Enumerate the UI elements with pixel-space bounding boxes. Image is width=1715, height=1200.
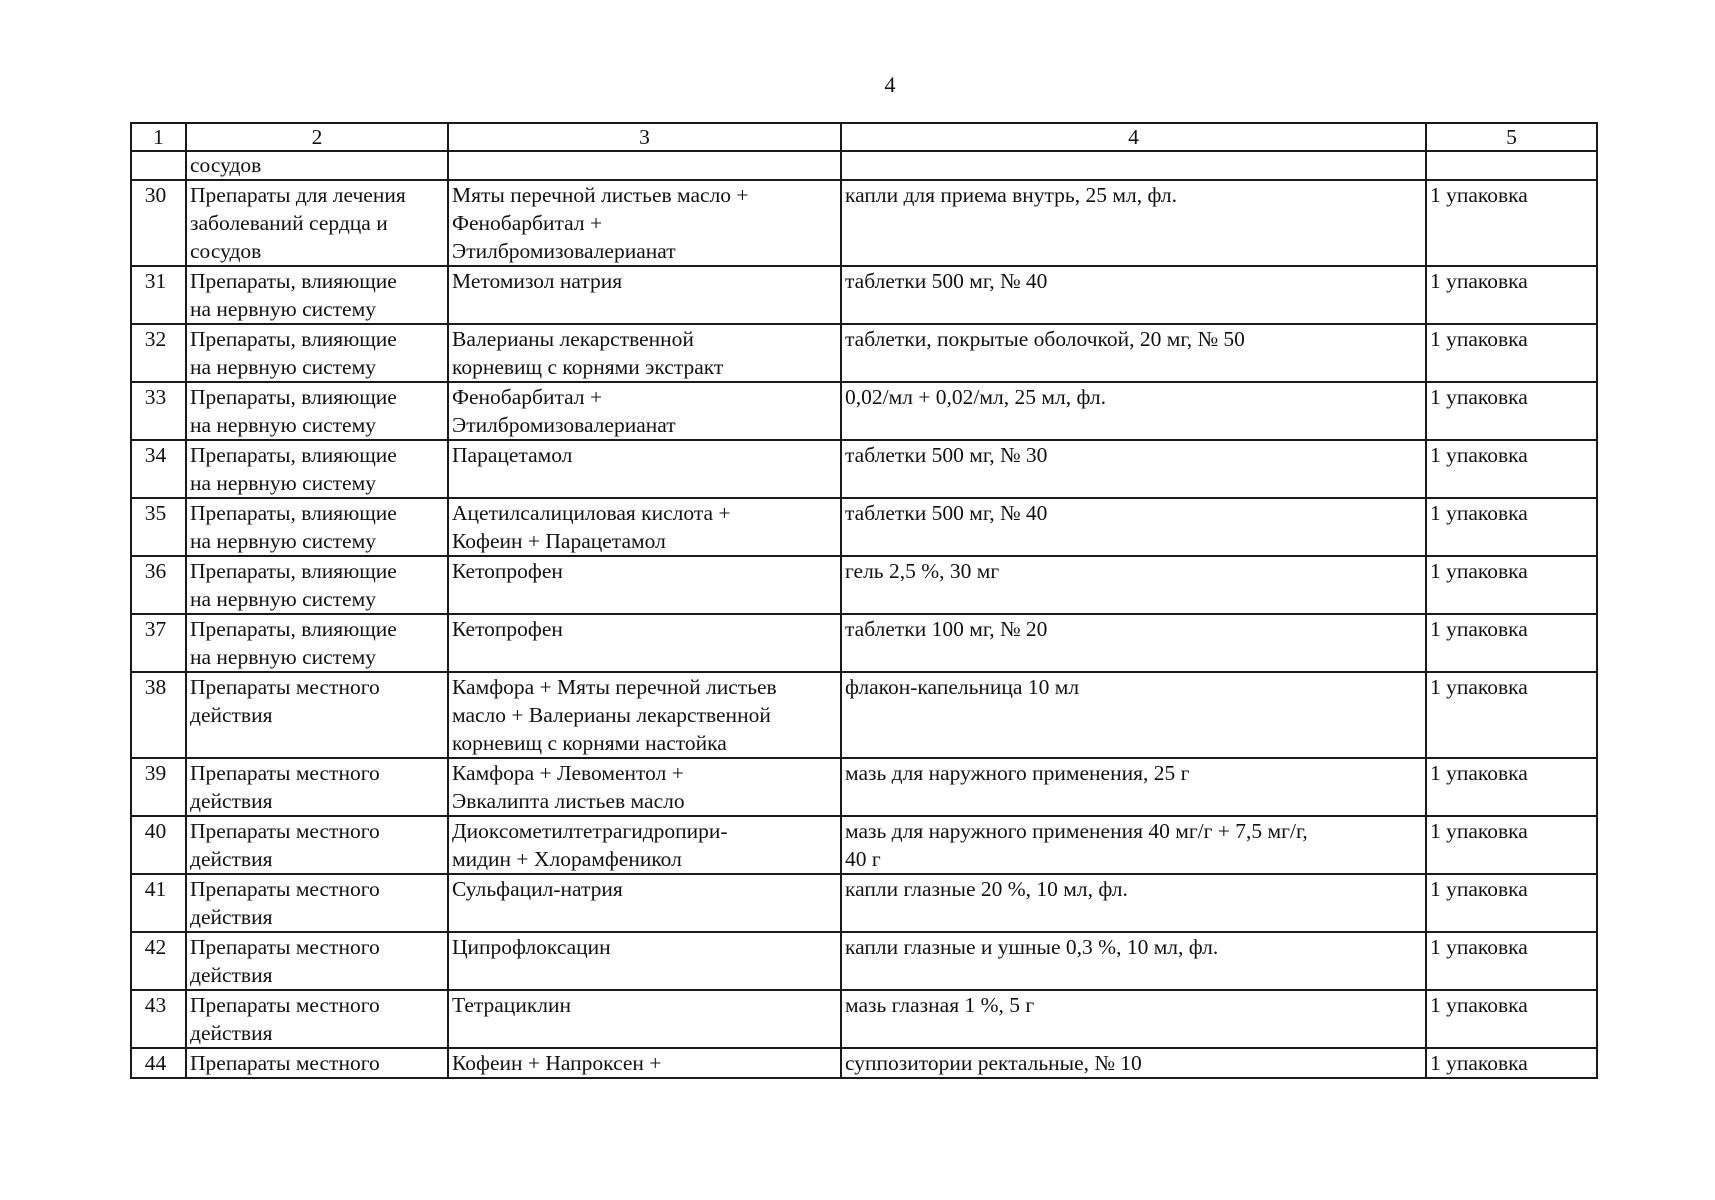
drug-group-cell: [186, 440, 448, 498]
dosage-form-cell: [841, 266, 1426, 324]
table-body: [131, 151, 1597, 1078]
header-col-3: 3: [448, 123, 841, 151]
table-row: [131, 874, 1597, 932]
drug-group-line: Препараты местного: [190, 993, 380, 1017]
dosage-form-line: гель 2,5 %, 30 мг: [845, 559, 1000, 583]
drug-name-line: Валерианы лекарственной: [452, 327, 694, 351]
drug-name-line: Кофеин + Напроксен +: [452, 1051, 662, 1075]
quantity-cell: 1 упаковка: [1426, 1048, 1597, 1078]
dosage-form-line: капли для приема внутрь, 25 мл, фл.: [845, 183, 1177, 207]
row-number-cell: 39: [131, 758, 186, 816]
drug-group-line: на нервную систему: [190, 413, 376, 437]
drug-name-cell: [448, 151, 841, 180]
dosage-form-cell: [841, 758, 1426, 816]
drug-group-cell: [186, 151, 448, 180]
drug-name-line: Кетопрофен: [452, 617, 563, 641]
dosage-form-line: мазь для наружного применения, 25 г: [845, 761, 1190, 785]
dosage-form-cell: [841, 932, 1426, 990]
table-row: [131, 672, 1597, 758]
drug-group-cell: [186, 498, 448, 556]
drug-group-cell: [186, 614, 448, 672]
row-number-cell: 38: [131, 672, 186, 758]
drug-group-cell: [186, 672, 448, 758]
drug-name-cell: [448, 498, 841, 556]
drug-group-line: действия: [190, 703, 273, 727]
table-row: [131, 180, 1597, 266]
drug-name-line: Диоксометилтетрагидропири-: [452, 819, 728, 843]
row-number-cell: 33: [131, 382, 186, 440]
quantity-cell: 1 упаковка: [1426, 932, 1597, 990]
table-row: [131, 151, 1597, 180]
quantity-cell: 1 упаковка: [1426, 816, 1597, 874]
drug-name-line: корневищ с корнями настойка: [452, 731, 727, 755]
drug-group-cell: [186, 324, 448, 382]
row-number-cell: 30: [131, 180, 186, 266]
quantity-cell: 1 упаковка: [1426, 266, 1597, 324]
drug-group-line: Препараты местного: [190, 819, 380, 843]
drug-group-line: Препараты местного: [190, 935, 380, 959]
drug-group-cell: [186, 180, 448, 266]
drug-name-line: Кетопрофен: [452, 559, 563, 583]
drug-group-line: Препараты, влияющие: [190, 269, 397, 293]
dosage-form-line: таблетки 500 мг, № 40: [845, 269, 1048, 293]
quantity-cell: 1 упаковка: [1426, 614, 1597, 672]
drug-name-cell: [448, 874, 841, 932]
row-number-cell: [131, 151, 186, 180]
row-number-cell: 43: [131, 990, 186, 1048]
drug-name-cell: [448, 1048, 841, 1078]
drug-name-line: Эвкалипта листьев масло: [452, 789, 685, 813]
drug-group-line: Препараты, влияющие: [190, 327, 397, 351]
drug-name-line: Кофеин + Парацетамол: [452, 529, 666, 553]
quantity-cell: 1 упаковка: [1426, 672, 1597, 758]
table-row: [131, 556, 1597, 614]
table-row: [131, 990, 1597, 1048]
drug-group-line: на нервную систему: [190, 529, 376, 553]
drug-name-cell: [448, 758, 841, 816]
drug-name-line: Ацетилсалициловая кислота +: [452, 501, 731, 525]
drug-group-line: действия: [190, 1021, 273, 1045]
drug-group-line: действия: [190, 905, 273, 929]
drug-group-cell: [186, 990, 448, 1048]
drug-name-cell: [448, 556, 841, 614]
dosage-form-cell: [841, 874, 1426, 932]
quantity-cell: 1 упаковка: [1426, 990, 1597, 1048]
drug-group-line: действия: [190, 789, 273, 813]
table-row: [131, 440, 1597, 498]
dosage-form-line: таблетки, покрытые оболочкой, 20 мг, № 50: [845, 327, 1245, 351]
row-number-cell: 42: [131, 932, 186, 990]
dosage-form-line: таблетки 100 мг, № 20: [845, 617, 1048, 641]
drug-name-line: Мяты перечной листьев масло +: [452, 183, 749, 207]
drug-group-line: сосудов: [190, 153, 262, 177]
drug-name-line: Камфора + Мяты перечной листьев: [452, 675, 777, 699]
drug-name-cell: [448, 672, 841, 758]
dosage-form-cell: [841, 180, 1426, 266]
dosage-form-line: суппозитории ректальные, № 10: [845, 1051, 1142, 1075]
drug-name-line: Этилбромизовалерианат: [452, 413, 676, 437]
dosage-form-line: капли глазные и ушные 0,3 %, 10 мл, фл.: [845, 935, 1219, 959]
dosage-form-line: мазь глазная 1 %, 5 г: [845, 993, 1035, 1017]
drug-name-line: Этилбромизовалерианат: [452, 239, 676, 263]
dosage-form-cell: [841, 672, 1426, 758]
drug-group-cell: [186, 1048, 448, 1078]
dosage-form-line: мазь для наружного применения 40 мг/г + 7,5 мг/г,: [845, 819, 1308, 843]
drug-group-cell: [186, 932, 448, 990]
drug-name-cell: [448, 614, 841, 672]
table-row: [131, 932, 1597, 990]
drug-name-cell: [448, 440, 841, 498]
row-number-cell: 34: [131, 440, 186, 498]
quantity-cell: 1 упаковка: [1426, 440, 1597, 498]
drug-name-cell: [448, 382, 841, 440]
drug-name-cell: [448, 180, 841, 266]
quantity-cell: 1 упаковка: [1426, 382, 1597, 440]
dosage-form-line: таблетки 500 мг, № 30: [845, 443, 1048, 467]
drug-group-line: действия: [190, 963, 273, 987]
row-number-cell: 44: [131, 1048, 186, 1078]
quantity-cell: [1426, 151, 1597, 180]
drug-group-line: сосудов: [190, 239, 262, 263]
dosage-form-cell: [841, 151, 1426, 180]
drug-name-cell: [448, 932, 841, 990]
drug-name-line: масло + Валерианы лекарственной: [452, 703, 771, 727]
quantity-cell: 1 упаковка: [1426, 874, 1597, 932]
dosage-form-cell: [841, 382, 1426, 440]
drug-group-cell: [186, 382, 448, 440]
drug-name-line: Ципрофлоксацин: [452, 935, 611, 959]
drug-group-cell: [186, 758, 448, 816]
drug-group-line: Препараты местного: [190, 1051, 380, 1075]
quantity-cell: 1 упаковка: [1426, 180, 1597, 266]
quantity-cell: 1 упаковка: [1426, 758, 1597, 816]
header-col-4: 4: [841, 123, 1426, 151]
quantity-cell: 1 упаковка: [1426, 556, 1597, 614]
drug-name-line: Сульфацил-натрия: [452, 877, 623, 901]
dosage-form-line: 0,02/мл + 0,02/мл, 25 мл, фл.: [845, 385, 1106, 409]
table-header: [131, 123, 1597, 151]
table-row: [131, 324, 1597, 382]
drug-name-line: Фенобарбитал +: [452, 385, 603, 409]
drug-group-line: на нервную систему: [190, 355, 376, 379]
table-row: [131, 614, 1597, 672]
dosage-form-cell: [841, 614, 1426, 672]
dosage-form-line: таблетки 500 мг, № 40: [845, 501, 1048, 525]
row-number-cell: 40: [131, 816, 186, 874]
drug-group-line: Препараты, влияющие: [190, 385, 397, 409]
table-row: [131, 382, 1597, 440]
drug-group-cell: [186, 556, 448, 614]
row-number-cell: 41: [131, 874, 186, 932]
drug-name-cell: [448, 266, 841, 324]
drug-group-cell: [186, 874, 448, 932]
row-number-cell: 31: [131, 266, 186, 324]
table-row: [131, 816, 1597, 874]
dosage-form-cell: [841, 498, 1426, 556]
quantity-cell: 1 упаковка: [1426, 324, 1597, 382]
drug-name-line: Парацетамол: [452, 443, 573, 467]
row-number-cell: 36: [131, 556, 186, 614]
drug-name-line: Тетрациклин: [452, 993, 572, 1017]
table-row: [131, 758, 1597, 816]
header-row: [131, 123, 1597, 151]
header-col-1: 1: [131, 123, 186, 151]
row-number-cell: 35: [131, 498, 186, 556]
drug-name-line: корневищ с корнями экстракт: [452, 355, 724, 379]
drug-group-line: Препараты местного: [190, 675, 380, 699]
drug-group-cell: [186, 816, 448, 874]
dosage-form-cell: [841, 440, 1426, 498]
drug-group-line: Препараты, влияющие: [190, 443, 397, 467]
drug-name-line: Камфора + Левоментол +: [452, 761, 684, 785]
dosage-form-cell: [841, 1048, 1426, 1078]
table-row: [131, 498, 1597, 556]
dosage-form-cell: [841, 990, 1426, 1048]
dosage-form-cell: [841, 324, 1426, 382]
table-row: [131, 1048, 1597, 1078]
drug-name-line: Фенобарбитал +: [452, 211, 603, 235]
drug-group-line: на нервную систему: [190, 587, 376, 611]
dosage-form-cell: [841, 556, 1426, 614]
quantity-cell: 1 упаковка: [1426, 498, 1597, 556]
drug-group-line: Препараты местного: [190, 761, 380, 785]
drug-name-line: мидин + Хлорамфеникол: [452, 847, 682, 871]
row-number-cell: 32: [131, 324, 186, 382]
drug-group-line: Препараты, влияющие: [190, 617, 397, 641]
drug-name-cell: [448, 990, 841, 1048]
header-col-2: 2: [186, 123, 448, 151]
drug-group-line: Препараты, влияющие: [190, 559, 397, 583]
drug-name-line: Метомизол натрия: [452, 269, 623, 293]
drug-group-line: Препараты, влияющие: [190, 501, 397, 525]
header-col-5: 5: [1426, 123, 1597, 151]
drug-group-line: заболеваний сердца и: [190, 211, 388, 235]
drug-group-line: Препараты для лечения: [190, 183, 406, 207]
dosage-form-line: флакон-капельница 10 мл: [845, 675, 1080, 699]
drug-group-line: на нервную систему: [190, 645, 376, 669]
drug-name-cell: [448, 816, 841, 874]
drug-group-line: на нервную систему: [190, 297, 376, 321]
table-row: [131, 266, 1597, 324]
drug-group-line: действия: [190, 847, 273, 871]
drug-group-line: на нервную систему: [190, 471, 376, 495]
drug-list-table: [130, 122, 1598, 1079]
drug-name-cell: [448, 324, 841, 382]
drug-group-cell: [186, 266, 448, 324]
drug-group-line: Препараты местного: [190, 877, 380, 901]
dosage-form-cell: [841, 816, 1426, 874]
row-number-cell: 37: [131, 614, 186, 672]
page-number: 4: [884, 72, 896, 97]
dosage-form-line: 40 г: [845, 847, 881, 871]
dosage-form-line: капли глазные 20 %, 10 мл, фл.: [845, 877, 1128, 901]
